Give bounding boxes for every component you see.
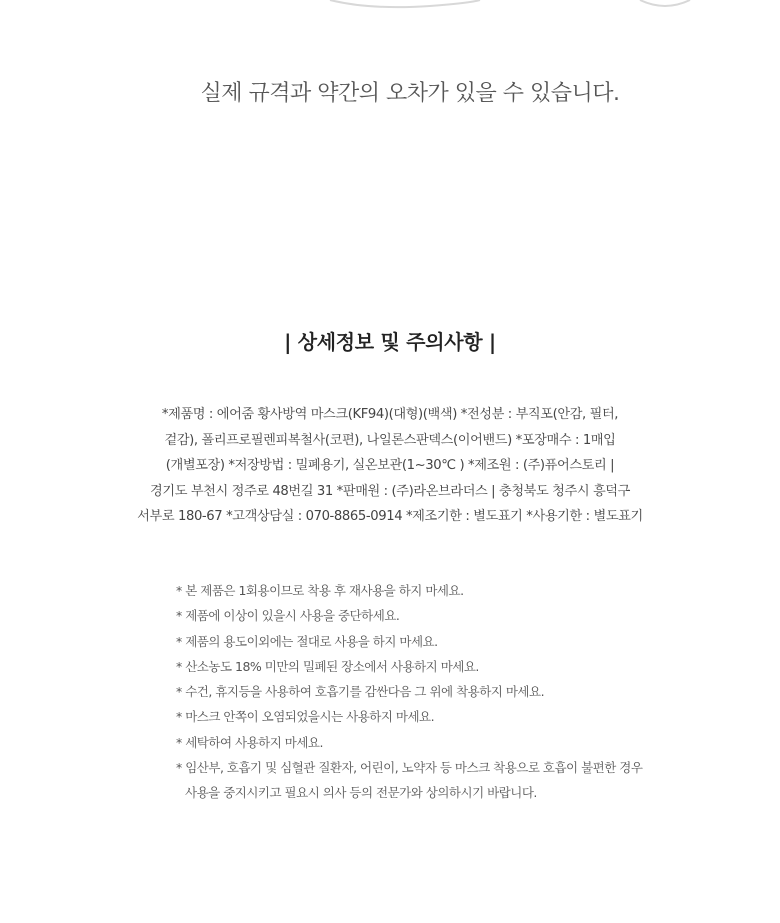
spec-line: *제품명 : 에어줌 황사방역 마스크(KF94)(대형)(백색) *전성분 : 부직포(안감, 필터,	[161, 407, 619, 422]
caution-item: * 세탁하여 사용하지 마세요.	[176, 734, 323, 750]
size-disclaimer: 실제 규격과 약간의 오차가 있을 수 있습니다.	[200, 81, 620, 106]
caution-item: * 제품의 용도이외에는 절대로 사용을 하지 마세요.	[176, 633, 438, 649]
section-title: | 상세정보 및 주의사항 |	[284, 330, 496, 354]
caution-item: * 임산부, 호흡기 및 심혈관 질환자, 어린이, 노약자 등 마스크 착용으로 호흡이 불편한 경우	[176, 760, 643, 776]
caution-item-continuation: 사용을 중지시키고 필요시 의사 등의 전문가와 상의하시기 바랍니다.	[185, 785, 537, 801]
spec-line: 겉감), 폴리프로필렌피복철사(코편), 나일론스판덱스(이어밴드) *포장매수 : 1매입	[164, 432, 616, 448]
caution-item: * 수건, 휴지등을 사용하여 호흡기를 감싼다음 그 위에 착용하지 마세요.	[176, 684, 545, 700]
caution-item: * 제품에 이상이 있을시 사용을 중단하세요.	[176, 608, 400, 624]
caution-item: * 마스크 안쪽이 오염되었을시는 사용하지 마세요.	[176, 709, 435, 725]
spec-line: (개별포장) *저장방법 : 밀폐용기, 실온보관(1~30℃ ) *제조원 : (주)퓨어스토리 |	[165, 458, 615, 473]
spec-line: 서부로 180-67 *고객상담실 : 070-8865-0914 *제조기한 : 별도표기 *사용기한 : 별도표기	[137, 509, 643, 524]
mask-image-edge	[0, 0, 780, 20]
caution-list	[176, 578, 736, 806]
spec-line: 경기도 부천시 정주로 48번길 31 *판매원 : (주)라온브라더스 | 충청북도 청주시 흥덕구	[150, 483, 630, 499]
caution-item: * 본 제품은 1회용이므로 착용 후 재사용을 하지 마세요.	[176, 583, 464, 598]
product-spec	[90, 402, 690, 530]
caution-item: * 산소농도 18% 미만의 밀폐된 장소에서 사용하지 마세요.	[176, 658, 479, 674]
